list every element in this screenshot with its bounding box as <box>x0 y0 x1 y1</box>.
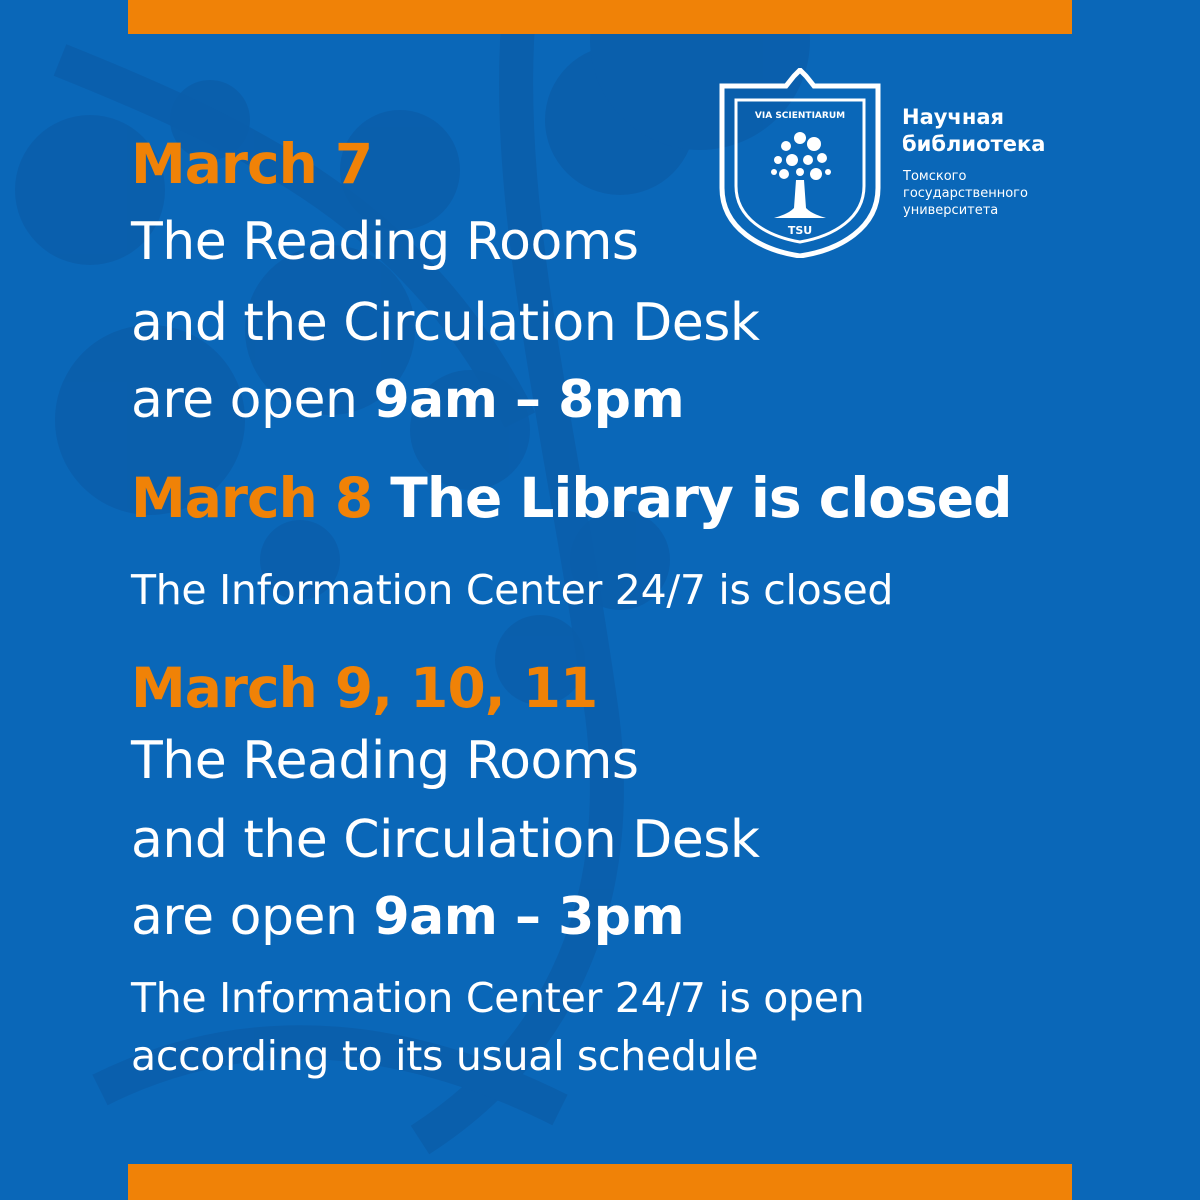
library-name <box>902 104 1045 158</box>
section1-hours: 9am – 8pm <box>373 370 685 430</box>
section3-note1: The Information Center 24/7 is open <box>131 974 865 1022</box>
university-line3: университета <box>903 203 999 218</box>
section3-hours: 9am – 3pm <box>373 887 685 947</box>
section1-line3 <box>131 370 684 430</box>
university-line1: Томского <box>903 169 967 184</box>
tree-shield-icon <box>716 68 884 258</box>
section3-open-prefix: are open <box>131 887 374 947</box>
section2-header <box>131 466 1011 530</box>
library-name-line2: библиотека <box>902 132 1046 156</box>
section2-date: March 8 <box>131 466 373 530</box>
university-name <box>903 168 1028 219</box>
svg-text:VIA SCIENTIARUM: VIA SCIENTIARUM <box>754 111 846 121</box>
university-line2: государственного <box>903 186 1028 201</box>
section3-line1: The Reading Rooms <box>131 731 639 791</box>
section3-note2: according to its usual schedule <box>131 1032 759 1080</box>
library-name-line1: Научная <box>902 105 1005 129</box>
section1-date: March 7 <box>131 132 373 196</box>
svg-text:TSU: TSU <box>787 224 813 237</box>
section1-line2: and the Circulation Desk <box>131 293 760 353</box>
section1-line1: The Reading Rooms <box>131 212 639 272</box>
section2-note: The Information Center 24/7 is closed <box>131 566 894 614</box>
section3-line2: and the Circulation Desk <box>131 810 760 870</box>
bottom-accent-bar <box>128 1164 1072 1200</box>
top-accent-bar <box>128 0 1072 34</box>
section3-date: March 9, 10, 11 <box>131 656 598 720</box>
section1-open-prefix: are open <box>131 370 374 430</box>
section2-status: The Library is closed <box>372 466 1012 530</box>
section3-line3 <box>131 887 684 947</box>
